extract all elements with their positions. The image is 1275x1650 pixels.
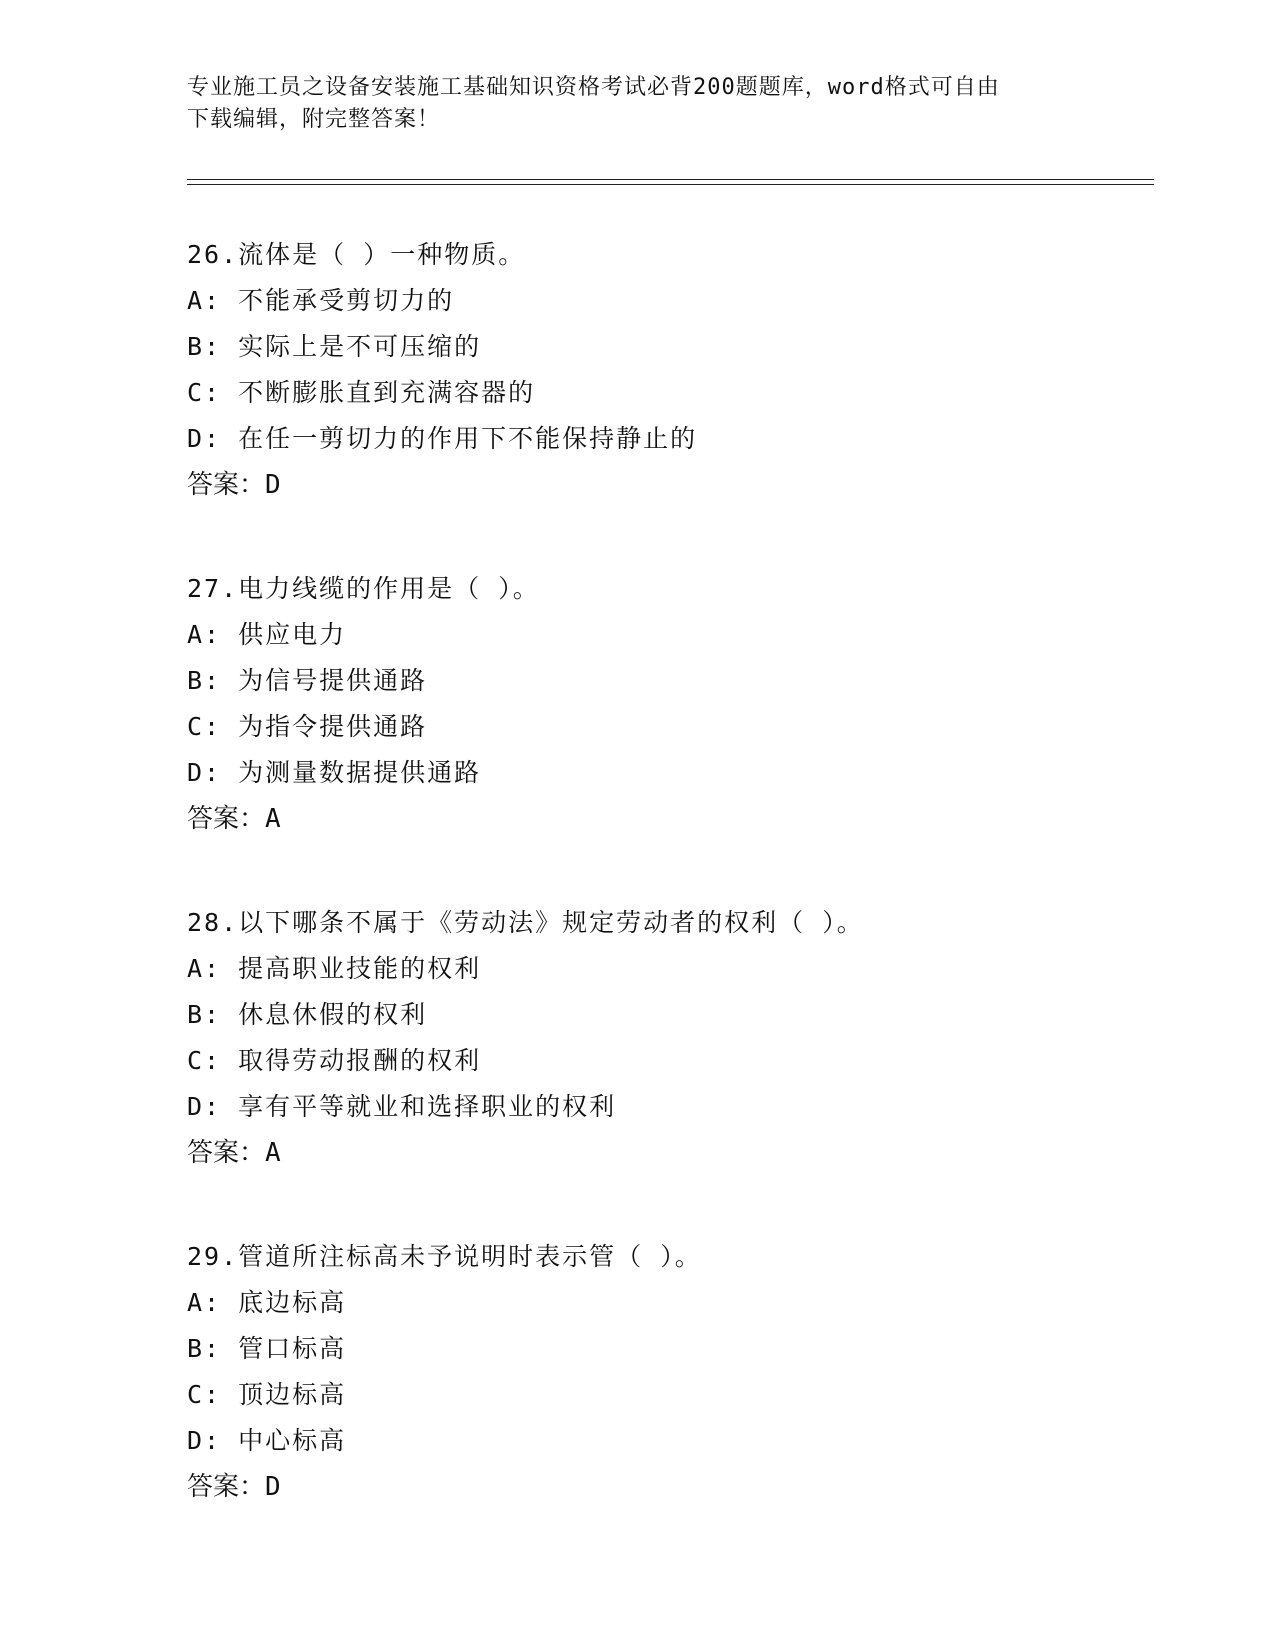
- question-stem: 27.电力线缆的作用是（ ）。: [187, 574, 540, 603]
- answer-label: 答案：: [187, 470, 266, 500]
- question-stem: 28.以下哪条不属于《劳动法》规定劳动者的权利（ ）。: [187, 908, 864, 937]
- option-b: B: 休息休假的权利: [187, 1000, 428, 1029]
- header-title-line-2: 下载编辑，附完整答案！: [187, 107, 441, 132]
- option-a: A: 供应电力: [187, 620, 347, 649]
- question-stem: 29.管道所注标高未予说明时表示管（ ）。: [187, 1242, 702, 1271]
- option-b: B: 为信号提供通路: [187, 666, 428, 695]
- option-a: A: 提高职业技能的权利: [187, 954, 482, 983]
- option-b: B: 实际上是不可压缩的: [187, 332, 482, 361]
- answer-value: D: [265, 470, 281, 500]
- option-c: C: 为指令提供通路: [187, 712, 428, 741]
- answer-label: 答案：: [187, 1472, 266, 1502]
- question-29: [187, 1234, 1147, 1510]
- option-c: C: 取得劳动报酬的权利: [187, 1046, 482, 1075]
- answer-label: 答案：: [187, 1138, 266, 1168]
- question-28: [187, 900, 1147, 1176]
- header-divider-bottom: [187, 184, 1154, 185]
- option-a: A: 不能承受剪切力的: [187, 286, 455, 315]
- option-c: C: 不断膨胀直到充满容器的: [187, 378, 536, 407]
- question-27: [187, 566, 1147, 842]
- question-stem: 26.流体是（ ）一种物质。: [187, 240, 526, 269]
- answer-line: [187, 1464, 1147, 1510]
- answer-line: [187, 796, 1147, 842]
- answer-value: D: [265, 1472, 281, 1502]
- question-26: [187, 232, 1147, 508]
- question-list: [187, 232, 1147, 1510]
- option-a: A: 底边标高: [187, 1288, 347, 1317]
- option-c: C: 顶边标高: [187, 1380, 347, 1409]
- answer-value: A: [265, 1138, 281, 1168]
- option-d: D: 中心标高: [187, 1426, 347, 1455]
- answer-label: 答案：: [187, 804, 266, 834]
- option-d: D: 享有平等就业和选择职业的权利: [187, 1092, 617, 1121]
- header-divider-top: [187, 179, 1154, 180]
- answer-value: A: [265, 804, 281, 834]
- document-header: [187, 72, 1077, 136]
- answer-line: [187, 462, 1147, 508]
- option-d: D: 在任一剪切力的作用下不能保持静止的: [187, 424, 698, 453]
- option-b: B: 管口标高: [187, 1334, 347, 1363]
- option-d: D: 为测量数据提供通路: [187, 758, 482, 787]
- answer-line: [187, 1130, 1147, 1176]
- header-title-line-1: 专业施工员之设备安装施工基础知识资格考试必背200题题库，word格式可自由: [187, 75, 1000, 100]
